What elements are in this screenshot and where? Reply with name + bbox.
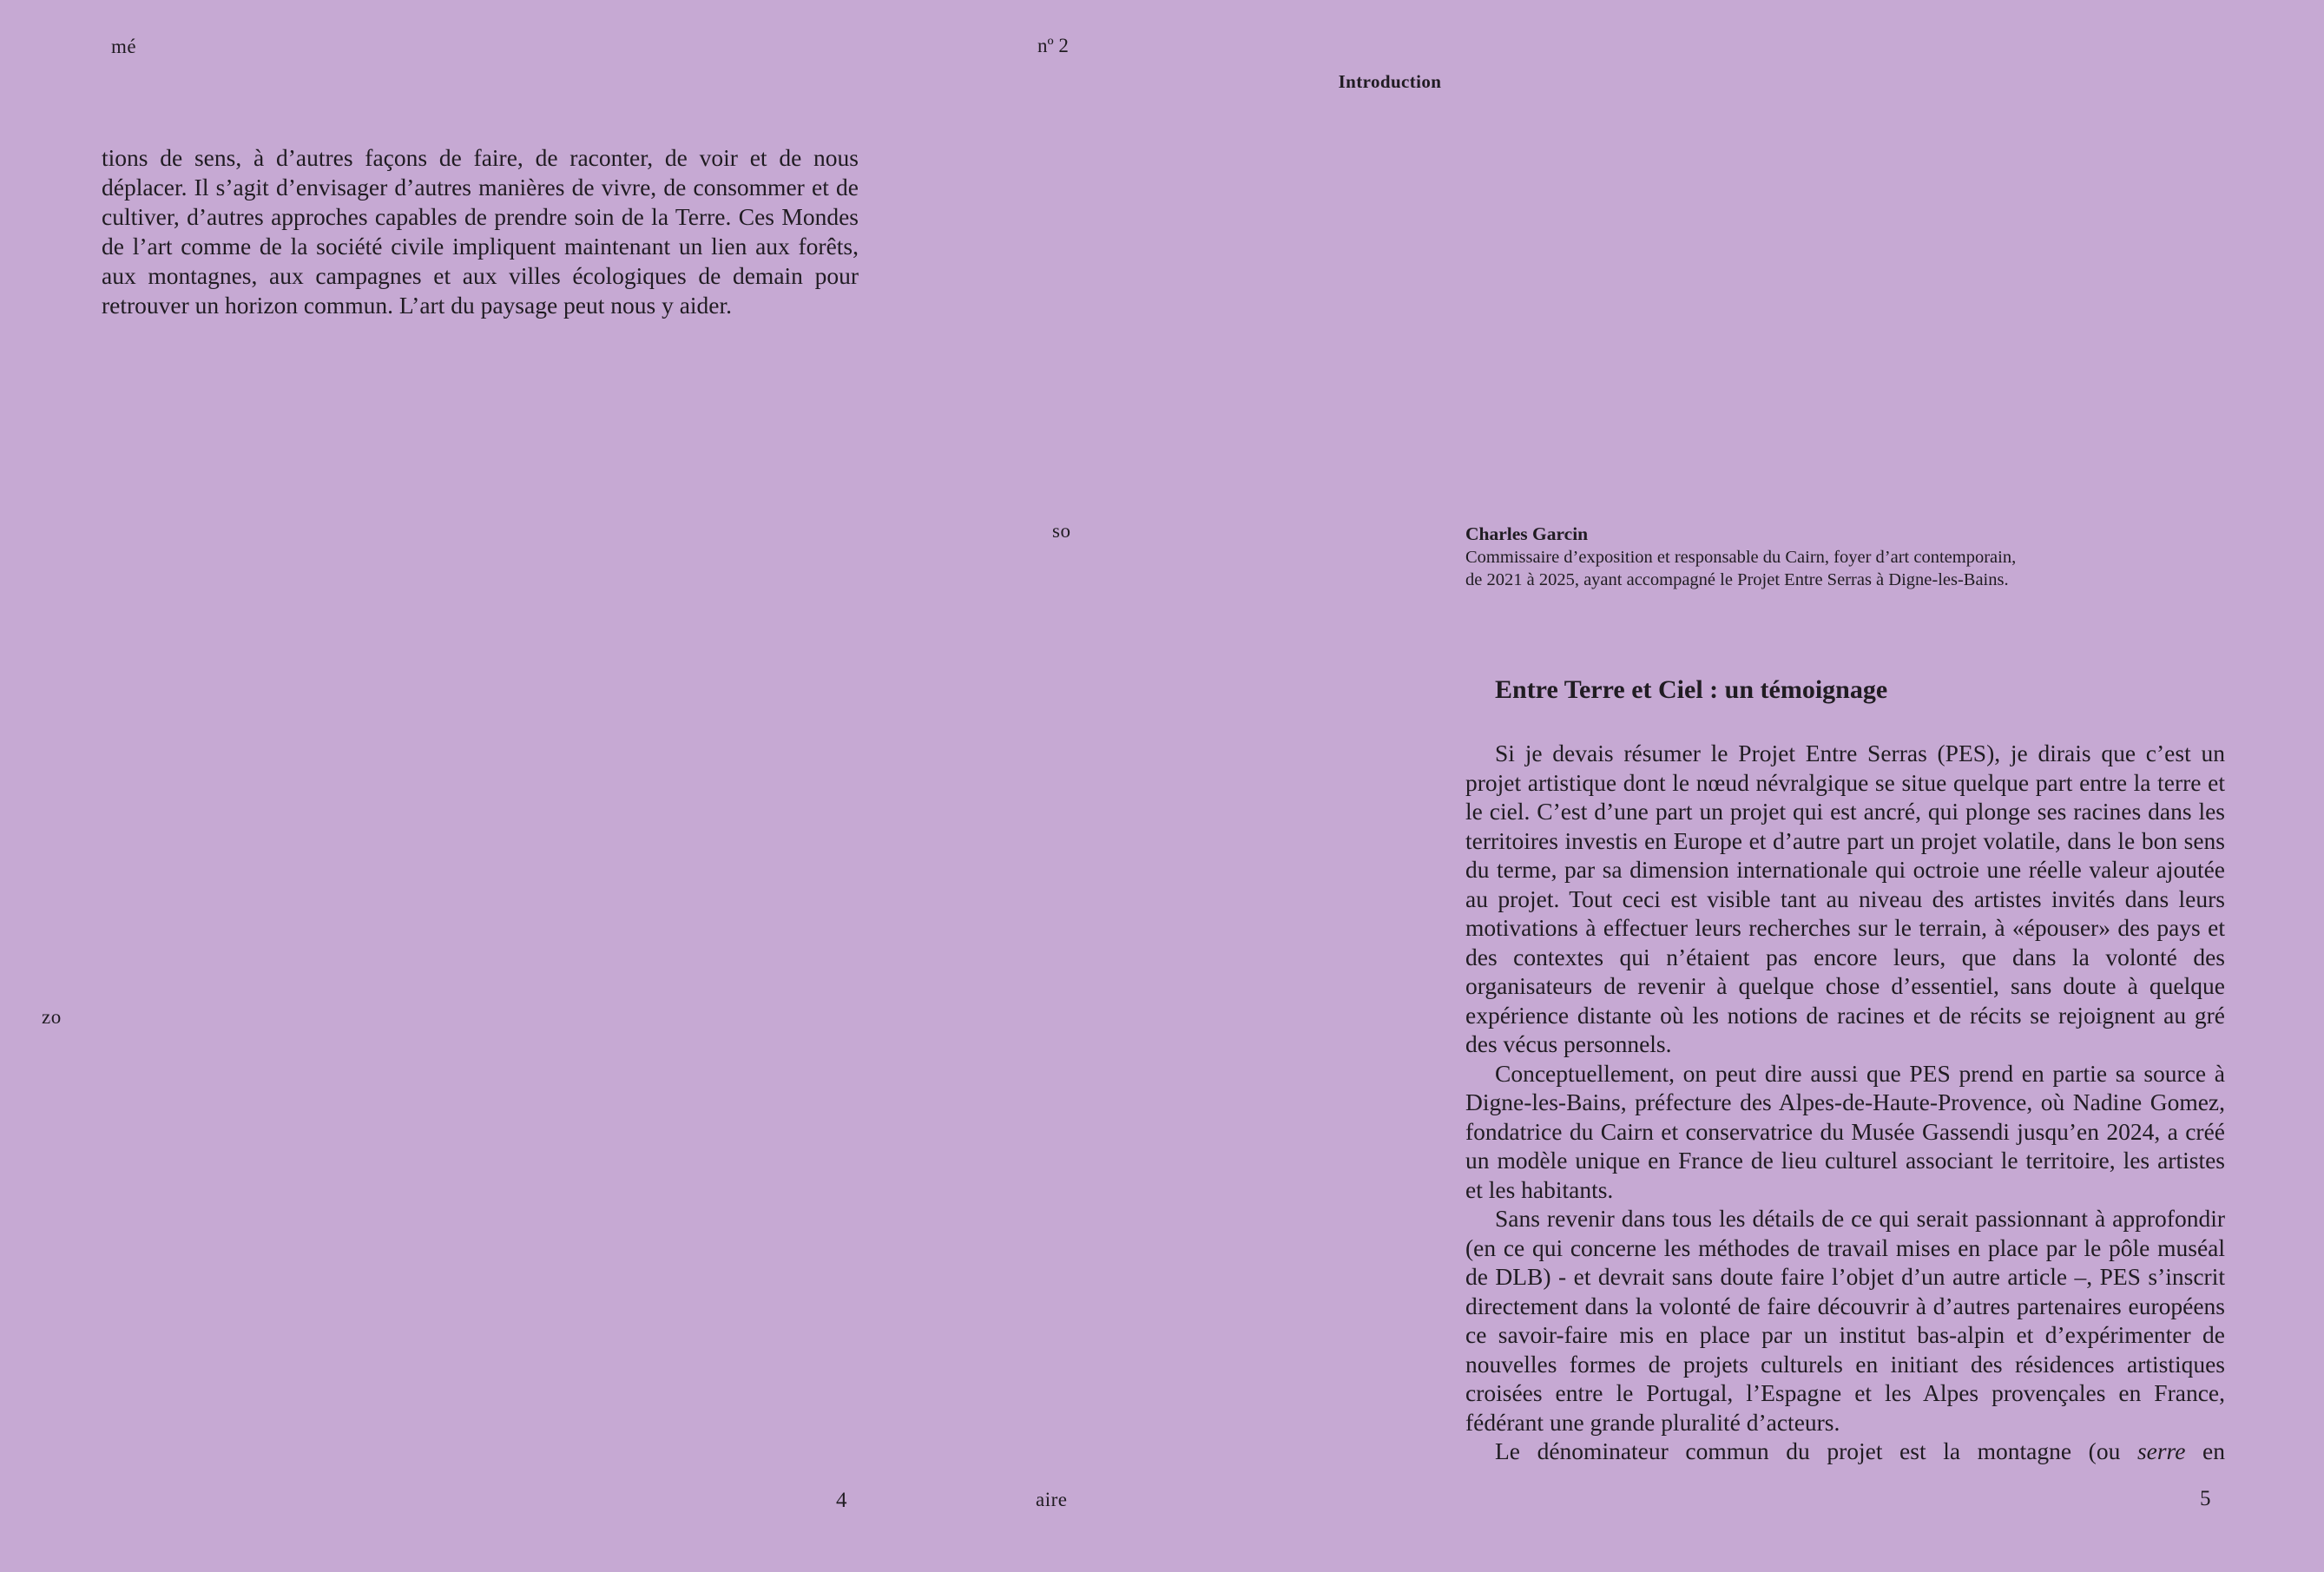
essay-body xyxy=(1465,739,2225,1466)
page-number-left: 4 xyxy=(836,1489,847,1512)
margin-fragment-zo: zo xyxy=(42,1006,62,1028)
italic-term-serre: serre xyxy=(2136,1437,2186,1464)
paragraph-text-before-italic: Le dénominateur commun du projet est la montagne (ou xyxy=(1495,1437,2137,1464)
essay-paragraph: Sans revenir dans tous les détails de ce qui serait passionnant à approfondir (en ce qui concerne les méthodes de travail mises en place par le pôle muséal de DLB) - et devrait sans doute faire l’objet d’un autre article –, PES s’inscrit directement dans la volonté de faire découvrir à d’autres partenaires européens ce savoir-faire mis en place par un institut bas-alpin et d’expérimenter de nouvelles formes de projets culturels en initiant des résidences artistiques croisées entre le Portugal, l’Espagne et les Alpes provençales en France, fédérant une grande pluralité d’acteurs. xyxy=(1465,1205,2225,1436)
issue-number: nº 2 xyxy=(1037,35,1069,56)
author-bio-line: de 2021 à 2025, ayant accompagné le Projet Entre Serras à Digne-les-Bains. xyxy=(1465,570,2009,589)
section-title: Introduction xyxy=(1338,71,1442,92)
essay-paragraph: Conceptuellement, on peut dire aussi que PES prend en partie sa source à Digne-les-Bains, préfecture des Alpes-de-Haute-Provence, où Nadine Gomez, fondatrice du Cairn et conservatrice du Musée Gassendi jusqu’en 2024, a créé un modèle unique en France de lieu culturel associant le territoire, les artistes et les habitants. xyxy=(1465,1059,2225,1203)
page-number-right: 5 xyxy=(2200,1487,2211,1510)
essay-heading: Entre Terre et Ciel : un témoignage xyxy=(1495,675,1888,704)
left-page-paragraph: tions de sens, à d’autres façons de faire, de raconter, de voir et de nous déplacer. Il s’agit d’envisager d’autres manières de vivre, de consommer et de cultiver, d’autres approches capables de prendre soin de la Terre. Ces Mondes de l’art comme de la société civile impliquent maintenant un lien aux forêts, aux montagnes, aux campagnes et aux villes écologiques de demain pour retrouver un horizon commun. L’art du paysage peut nous y aider. xyxy=(102,144,859,319)
paragraph-text-after-italic: en xyxy=(2185,1437,2225,1464)
margin-fragment-so: so xyxy=(1052,520,1071,542)
margin-fragment-me: mé xyxy=(111,36,137,57)
author-bio-line: Commissaire d’exposition et responsable du Cairn, foyer d’art contemporain, xyxy=(1465,548,2017,567)
right-page-text-column xyxy=(1465,523,2225,1466)
essay-paragraph-partial xyxy=(1465,1437,2225,1466)
essay-paragraph: Si je devais résumer le Projet Entre Serras (PES), je dirais que c’est un projet artistique dont le nœud névralgique se situe quelque part entre la terre et le ciel. C’est d’une part un projet qui est ancré, qui plonge ses racines dans les territoires investis en Europe et d’autre part un projet volatile, dans le bon sens du terme, par sa dimension internationale qui octroie une réelle valeur ajoutée au projet. Tout ceci est visible tant au niveau des artistes invités dans leurs motivations à effectuer leurs recherches sur le terrain, à «épouser» des pays et des contextes qui n’étaient pas encore leurs, que dans la volonté des organisateurs de revenir à quelque chose d’essentiel, sans doute à quelque expérience distante où les notions de racines et de récits se rejoignent au gré des vécus personnels. xyxy=(1465,740,2225,1057)
author-name: Charles Garcin xyxy=(1465,523,1589,544)
author-bio xyxy=(1465,546,2225,591)
left-page-text-column xyxy=(102,143,859,320)
margin-fragment-aire: aire xyxy=(1036,1489,1068,1510)
